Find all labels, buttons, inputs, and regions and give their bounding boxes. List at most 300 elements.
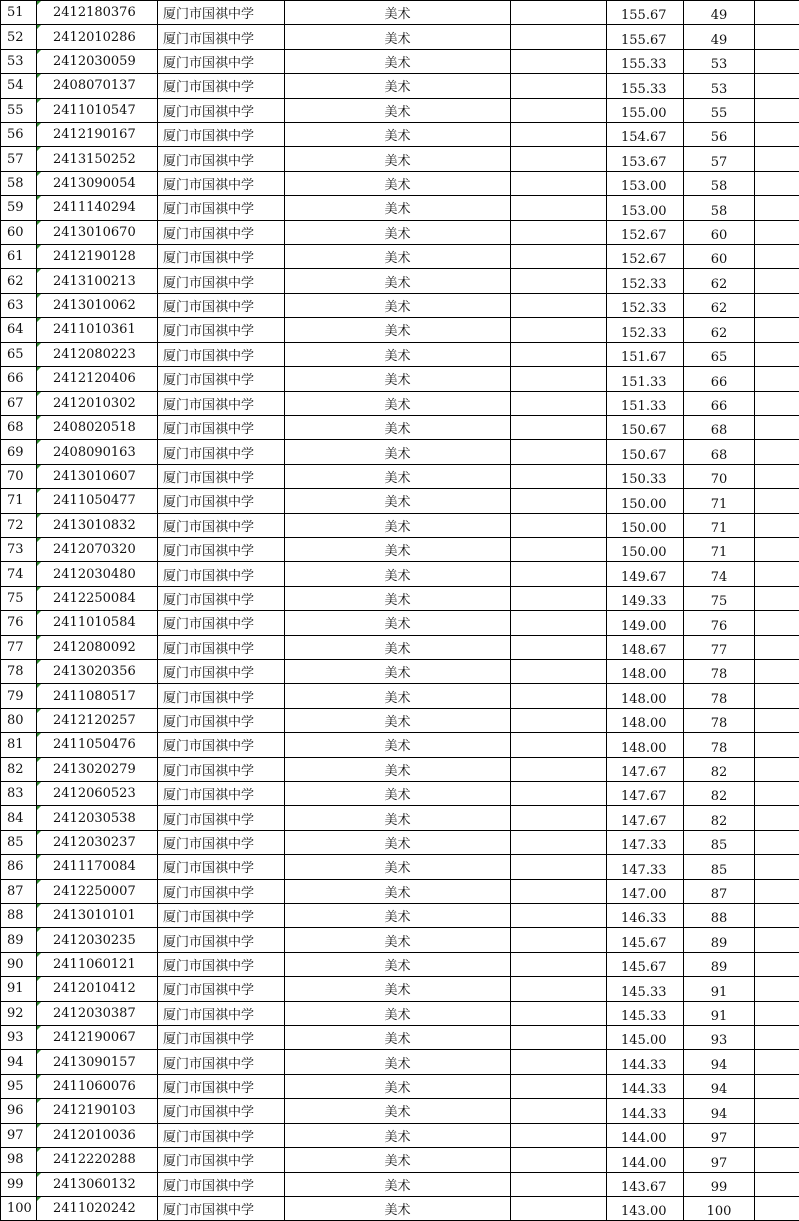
blank-cell xyxy=(511,611,607,635)
rank-cell: 63 xyxy=(1,293,37,317)
school-cell: 厦门市国祺中学 xyxy=(158,659,285,683)
rank-cell: 69 xyxy=(1,440,37,464)
blank-cell xyxy=(511,440,607,464)
blank-cell xyxy=(511,464,607,488)
school-cell: 厦门市国祺中学 xyxy=(158,708,285,732)
rank-cell: 87 xyxy=(1,879,37,903)
blank-cell xyxy=(511,171,607,195)
table-row xyxy=(1,293,799,317)
school-cell: 厦门市国祺中学 xyxy=(158,49,285,73)
placing-cell: 91 xyxy=(684,977,755,1001)
note-cell xyxy=(755,1172,799,1196)
school-cell: 厦门市国祺中学 xyxy=(158,562,285,586)
table-row xyxy=(1,1123,799,1147)
note-cell xyxy=(755,611,799,635)
rank-cell: 55 xyxy=(1,98,37,122)
table-row xyxy=(1,830,799,854)
subject-cell: 美术 xyxy=(285,952,511,976)
note-cell xyxy=(755,489,799,513)
score-cell: 152.67 xyxy=(607,220,684,244)
table-row xyxy=(1,513,799,537)
school-cell: 厦门市国祺中学 xyxy=(158,367,285,391)
note-cell xyxy=(755,904,799,928)
note-cell xyxy=(755,782,799,806)
blank-cell xyxy=(511,879,607,903)
rank-cell: 82 xyxy=(1,757,37,781)
table-row xyxy=(1,440,799,464)
blank-cell xyxy=(511,293,607,317)
blank-cell xyxy=(511,586,607,610)
exam-id-cell: 2412070320 xyxy=(37,537,158,561)
placing-cell: 71 xyxy=(684,513,755,537)
subject-cell: 美术 xyxy=(285,464,511,488)
blank-cell xyxy=(511,342,607,366)
score-cell: 149.33 xyxy=(607,586,684,610)
table-row xyxy=(1,1074,799,1098)
rank-cell: 93 xyxy=(1,1026,37,1050)
placing-cell: 93 xyxy=(684,1026,755,1050)
table-row xyxy=(1,757,799,781)
rank-cell: 90 xyxy=(1,952,37,976)
rank-cell: 74 xyxy=(1,562,37,586)
school-cell: 厦门市国祺中学 xyxy=(158,196,285,220)
subject-cell: 美术 xyxy=(285,220,511,244)
exam-id-cell: 2413100213 xyxy=(37,269,158,293)
subject-cell: 美术 xyxy=(285,415,511,439)
rank-cell: 61 xyxy=(1,245,37,269)
placing-cell: 53 xyxy=(684,74,755,98)
rank-cell: 96 xyxy=(1,1099,37,1123)
school-cell: 厦门市国祺中学 xyxy=(158,977,285,1001)
table-row xyxy=(1,49,799,73)
score-cell: 144.33 xyxy=(607,1099,684,1123)
blank-cell xyxy=(511,391,607,415)
blank-cell xyxy=(511,1172,607,1196)
exam-id-cell: 2412010302 xyxy=(37,391,158,415)
table-row xyxy=(1,879,799,903)
rank-cell: 88 xyxy=(1,904,37,928)
table-row xyxy=(1,904,799,928)
placing-cell: 62 xyxy=(684,269,755,293)
rank-cell: 56 xyxy=(1,123,37,147)
school-cell: 厦门市国祺中学 xyxy=(158,1050,285,1074)
blank-cell xyxy=(511,74,607,98)
blank-cell xyxy=(511,684,607,708)
subject-cell: 美术 xyxy=(285,830,511,854)
score-cell: 151.33 xyxy=(607,367,684,391)
subject-cell: 美术 xyxy=(285,367,511,391)
subject-cell: 美术 xyxy=(285,1050,511,1074)
blank-cell xyxy=(511,98,607,122)
placing-cell: 87 xyxy=(684,879,755,903)
rank-cell: 89 xyxy=(1,928,37,952)
subject-cell: 美术 xyxy=(285,318,511,342)
table-row xyxy=(1,1148,799,1172)
exam-id-cell: 2412030235 xyxy=(37,928,158,952)
score-cell: 147.67 xyxy=(607,757,684,781)
rank-cell: 75 xyxy=(1,586,37,610)
placing-cell: 65 xyxy=(684,342,755,366)
blank-cell xyxy=(511,49,607,73)
note-cell xyxy=(755,220,799,244)
exam-id-cell: 2408020518 xyxy=(37,415,158,439)
note-cell xyxy=(755,1099,799,1123)
score-cell: 148.67 xyxy=(607,635,684,659)
rank-cell: 53 xyxy=(1,49,37,73)
note-cell xyxy=(755,415,799,439)
rank-cell: 80 xyxy=(1,708,37,732)
subject-cell: 美术 xyxy=(285,684,511,708)
blank-cell xyxy=(511,367,607,391)
rank-cell: 60 xyxy=(1,220,37,244)
subject-cell: 美术 xyxy=(285,171,511,195)
note-cell xyxy=(755,537,799,561)
placing-cell: 70 xyxy=(684,464,755,488)
subject-cell: 美术 xyxy=(285,1172,511,1196)
note-cell xyxy=(755,879,799,903)
rank-cell: 85 xyxy=(1,830,37,854)
placing-cell: 49 xyxy=(684,25,755,49)
note-cell xyxy=(755,977,799,1001)
score-cell: 154.67 xyxy=(607,123,684,147)
placing-cell: 99 xyxy=(684,1172,755,1196)
school-cell: 厦门市国祺中学 xyxy=(158,879,285,903)
table-row xyxy=(1,659,799,683)
rank-cell: 52 xyxy=(1,25,37,49)
score-cell: 150.67 xyxy=(607,415,684,439)
blank-cell xyxy=(511,245,607,269)
rank-cell: 84 xyxy=(1,806,37,830)
placing-cell: 58 xyxy=(684,171,755,195)
subject-cell: 美术 xyxy=(285,342,511,366)
subject-cell: 美术 xyxy=(285,708,511,732)
score-cell: 144.00 xyxy=(607,1123,684,1147)
blank-cell xyxy=(511,855,607,879)
rank-cell: 92 xyxy=(1,1001,37,1025)
score-cell: 155.33 xyxy=(607,49,684,73)
school-cell: 厦门市国祺中学 xyxy=(158,489,285,513)
rank-cell: 64 xyxy=(1,318,37,342)
blank-cell xyxy=(511,952,607,976)
note-cell xyxy=(755,952,799,976)
note-cell xyxy=(755,513,799,537)
note-cell xyxy=(755,733,799,757)
placing-cell: 60 xyxy=(684,220,755,244)
score-cell: 145.33 xyxy=(607,977,684,1001)
exam-id-cell: 2411010584 xyxy=(37,611,158,635)
placing-cell: 53 xyxy=(684,49,755,73)
rank-cell: 54 xyxy=(1,74,37,98)
school-cell: 厦门市国祺中学 xyxy=(158,1026,285,1050)
note-cell xyxy=(755,123,799,147)
placing-cell: 60 xyxy=(684,245,755,269)
exam-id-cell: 2411080517 xyxy=(37,684,158,708)
note-cell xyxy=(755,269,799,293)
table-row xyxy=(1,123,799,147)
table-row xyxy=(1,25,799,49)
rank-cell: 94 xyxy=(1,1050,37,1074)
note-cell xyxy=(755,562,799,586)
placing-cell: 75 xyxy=(684,586,755,610)
subject-cell: 美术 xyxy=(285,733,511,757)
rank-cell: 97 xyxy=(1,1123,37,1147)
score-cell: 143.67 xyxy=(607,1172,684,1196)
table-row xyxy=(1,367,799,391)
score-cell: 145.00 xyxy=(607,1026,684,1050)
placing-cell: 68 xyxy=(684,415,755,439)
placing-cell: 74 xyxy=(684,562,755,586)
blank-cell xyxy=(511,733,607,757)
table-row xyxy=(1,635,799,659)
blank-cell xyxy=(511,708,607,732)
school-cell: 厦门市国祺中学 xyxy=(158,611,285,635)
subject-cell: 美术 xyxy=(285,1196,511,1220)
table-row xyxy=(1,220,799,244)
exam-id-cell: 2412190167 xyxy=(37,123,158,147)
placing-cell: 66 xyxy=(684,391,755,415)
blank-cell xyxy=(511,123,607,147)
table-row xyxy=(1,855,799,879)
placing-cell: 88 xyxy=(684,904,755,928)
exam-id-cell: 2413090054 xyxy=(37,171,158,195)
rank-cell: 68 xyxy=(1,415,37,439)
note-cell xyxy=(755,1026,799,1050)
note-cell xyxy=(755,1074,799,1098)
rank-cell: 71 xyxy=(1,489,37,513)
subject-cell: 美术 xyxy=(285,245,511,269)
subject-cell: 美术 xyxy=(285,293,511,317)
subject-cell: 美术 xyxy=(285,879,511,903)
placing-cell: 100 xyxy=(684,1196,755,1220)
school-cell: 厦门市国祺中学 xyxy=(158,586,285,610)
subject-cell: 美术 xyxy=(285,757,511,781)
subject-cell: 美术 xyxy=(285,49,511,73)
score-cell: 152.33 xyxy=(607,293,684,317)
rank-cell: 98 xyxy=(1,1148,37,1172)
note-cell xyxy=(755,928,799,952)
blank-cell xyxy=(511,928,607,952)
subject-cell: 美术 xyxy=(285,440,511,464)
exam-id-cell: 2412120257 xyxy=(37,708,158,732)
score-cell: 150.67 xyxy=(607,440,684,464)
subject-cell: 美术 xyxy=(285,855,511,879)
note-cell xyxy=(755,98,799,122)
exam-id-cell: 2411060121 xyxy=(37,952,158,976)
exam-id-cell: 2412010036 xyxy=(37,1123,158,1147)
score-cell: 150.00 xyxy=(607,537,684,561)
blank-cell xyxy=(511,782,607,806)
placing-cell: 82 xyxy=(684,757,755,781)
score-cell: 147.00 xyxy=(607,879,684,903)
blank-cell xyxy=(511,25,607,49)
exam-id-cell: 2413010670 xyxy=(37,220,158,244)
score-cell: 145.67 xyxy=(607,928,684,952)
placing-cell: 78 xyxy=(684,684,755,708)
table-row xyxy=(1,1172,799,1196)
subject-cell: 美术 xyxy=(285,513,511,537)
score-cell: 145.67 xyxy=(607,952,684,976)
placing-cell: 94 xyxy=(684,1099,755,1123)
score-cell: 150.33 xyxy=(607,464,684,488)
subject-cell: 美术 xyxy=(285,782,511,806)
subject-cell: 美术 xyxy=(285,269,511,293)
placing-cell: 89 xyxy=(684,928,755,952)
placing-cell: 55 xyxy=(684,98,755,122)
blank-cell xyxy=(511,977,607,1001)
blank-cell xyxy=(511,1026,607,1050)
subject-cell: 美术 xyxy=(285,1026,511,1050)
note-cell xyxy=(755,342,799,366)
subject-cell: 美术 xyxy=(285,391,511,415)
placing-cell: 78 xyxy=(684,708,755,732)
blank-cell xyxy=(511,1001,607,1025)
note-cell xyxy=(755,1196,799,1220)
blank-cell xyxy=(511,537,607,561)
score-cell: 150.00 xyxy=(607,513,684,537)
table-row xyxy=(1,1,799,25)
note-cell xyxy=(755,49,799,73)
note-cell xyxy=(755,74,799,98)
exam-id-cell: 2413020279 xyxy=(37,757,158,781)
table-row xyxy=(1,586,799,610)
exam-id-cell: 2412250007 xyxy=(37,879,158,903)
school-cell: 厦门市国祺中学 xyxy=(158,830,285,854)
table-row xyxy=(1,928,799,952)
rank-cell: 86 xyxy=(1,855,37,879)
score-cell: 149.00 xyxy=(607,611,684,635)
score-cell: 144.33 xyxy=(607,1074,684,1098)
placing-cell: 94 xyxy=(684,1050,755,1074)
table-row xyxy=(1,1026,799,1050)
table-row xyxy=(1,318,799,342)
rank-cell: 77 xyxy=(1,635,37,659)
note-cell xyxy=(755,1,799,25)
school-cell: 厦门市国祺中学 xyxy=(158,806,285,830)
placing-cell: 78 xyxy=(684,659,755,683)
blank-cell xyxy=(511,635,607,659)
exam-id-cell: 2413020356 xyxy=(37,659,158,683)
school-cell: 厦门市国祺中学 xyxy=(158,440,285,464)
exam-id-cell: 2411050476 xyxy=(37,733,158,757)
blank-cell xyxy=(511,1074,607,1098)
subject-cell: 美术 xyxy=(285,635,511,659)
exam-id-cell: 2411020242 xyxy=(37,1196,158,1220)
school-cell: 厦门市国祺中学 xyxy=(158,513,285,537)
placing-cell: 66 xyxy=(684,367,755,391)
placing-cell: 89 xyxy=(684,952,755,976)
school-cell: 厦门市国祺中学 xyxy=(158,464,285,488)
table-row xyxy=(1,391,799,415)
exam-id-cell: 2412190128 xyxy=(37,245,158,269)
school-cell: 厦门市国祺中学 xyxy=(158,318,285,342)
subject-cell: 美术 xyxy=(285,928,511,952)
subject-cell: 美术 xyxy=(285,611,511,635)
score-cell: 148.00 xyxy=(607,684,684,708)
rank-cell: 79 xyxy=(1,684,37,708)
exam-id-cell: 2413010607 xyxy=(37,464,158,488)
blank-cell xyxy=(511,757,607,781)
score-cell: 151.67 xyxy=(607,342,684,366)
note-cell xyxy=(755,830,799,854)
blank-cell xyxy=(511,1196,607,1220)
school-cell: 厦门市国祺中学 xyxy=(158,25,285,49)
exam-id-cell: 2412030237 xyxy=(37,830,158,854)
exam-id-cell: 2412120406 xyxy=(37,367,158,391)
rank-cell: 67 xyxy=(1,391,37,415)
score-cell: 152.67 xyxy=(607,245,684,269)
blank-cell xyxy=(511,1123,607,1147)
subject-cell: 美术 xyxy=(285,806,511,830)
school-cell: 厦门市国祺中学 xyxy=(158,635,285,659)
subject-cell: 美术 xyxy=(285,586,511,610)
exam-id-cell: 2413010062 xyxy=(37,293,158,317)
placing-cell: 57 xyxy=(684,147,755,171)
school-cell: 厦门市国祺中学 xyxy=(158,1001,285,1025)
blank-cell xyxy=(511,269,607,293)
placing-cell: 56 xyxy=(684,123,755,147)
placing-cell: 94 xyxy=(684,1074,755,1098)
rank-cell: 73 xyxy=(1,537,37,561)
note-cell xyxy=(755,1123,799,1147)
school-cell: 厦门市国祺中学 xyxy=(158,782,285,806)
blank-cell xyxy=(511,1050,607,1074)
placing-cell: 58 xyxy=(684,196,755,220)
table-row xyxy=(1,415,799,439)
school-cell: 厦门市国祺中学 xyxy=(158,1099,285,1123)
table-row xyxy=(1,537,799,561)
rank-cell: 100 xyxy=(1,1196,37,1220)
score-cell: 155.00 xyxy=(607,98,684,122)
table-row xyxy=(1,245,799,269)
score-cell: 144.00 xyxy=(607,1148,684,1172)
note-cell xyxy=(755,171,799,195)
table-row xyxy=(1,977,799,1001)
school-cell: 厦门市国祺中学 xyxy=(158,342,285,366)
table-row xyxy=(1,147,799,171)
subject-cell: 美术 xyxy=(285,1074,511,1098)
school-cell: 厦门市国祺中学 xyxy=(158,1123,285,1147)
placing-cell: 62 xyxy=(684,293,755,317)
placing-cell: 97 xyxy=(684,1148,755,1172)
score-cell: 147.33 xyxy=(607,855,684,879)
exam-id-cell: 2412080092 xyxy=(37,635,158,659)
exam-id-cell: 2412030480 xyxy=(37,562,158,586)
score-cell: 150.00 xyxy=(607,489,684,513)
exam-id-cell: 2411060076 xyxy=(37,1074,158,1098)
note-cell xyxy=(755,1148,799,1172)
score-cell: 153.67 xyxy=(607,147,684,171)
placing-cell: 82 xyxy=(684,782,755,806)
note-cell xyxy=(755,293,799,317)
blank-cell xyxy=(511,196,607,220)
blank-cell xyxy=(511,904,607,928)
score-cell: 152.33 xyxy=(607,318,684,342)
school-cell: 厦门市国祺中学 xyxy=(158,415,285,439)
school-cell: 厦门市国祺中学 xyxy=(158,1148,285,1172)
placing-cell: 62 xyxy=(684,318,755,342)
school-cell: 厦门市国祺中学 xyxy=(158,171,285,195)
score-cell: 144.33 xyxy=(607,1050,684,1074)
note-cell xyxy=(755,586,799,610)
exam-id-cell: 2412190103 xyxy=(37,1099,158,1123)
rank-cell: 99 xyxy=(1,1172,37,1196)
rank-cell: 65 xyxy=(1,342,37,366)
school-cell: 厦门市国祺中学 xyxy=(158,245,285,269)
subject-cell: 美术 xyxy=(285,98,511,122)
table-row xyxy=(1,489,799,513)
table-row xyxy=(1,74,799,98)
table-row xyxy=(1,98,799,122)
